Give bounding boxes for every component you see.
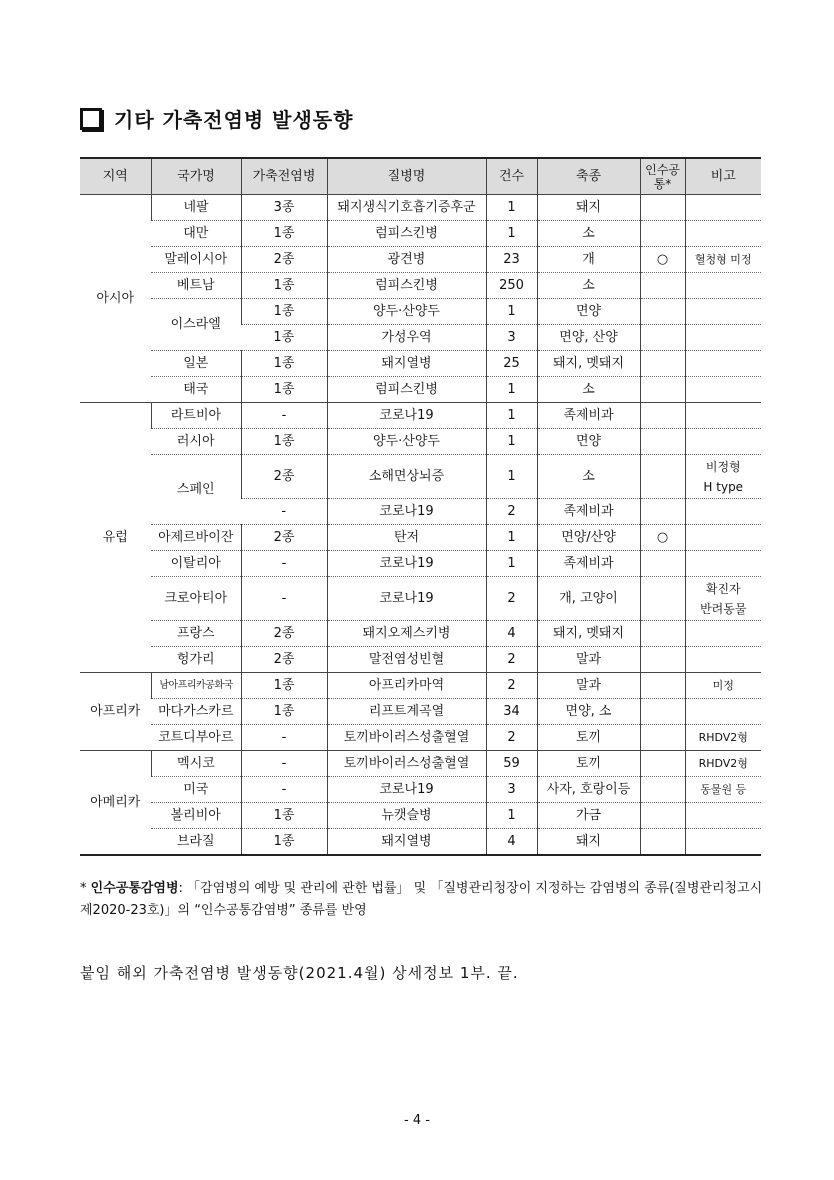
species-cell: 토끼 — [537, 725, 640, 751]
disease-cell: 럼피스킨병 — [327, 377, 486, 403]
zoonotic-cell — [640, 551, 685, 577]
note-cell: RHDV2형 — [685, 725, 761, 751]
disease-cell: 양두·산양두 — [327, 429, 486, 455]
note-cell — [685, 429, 761, 455]
footnote-marker: * — [80, 881, 87, 896]
species-cell: 면양/산양 — [537, 525, 640, 551]
footnote — [80, 878, 770, 922]
note-cell — [685, 699, 761, 725]
zoonotic-cell — [640, 195, 685, 221]
country-cell: 헝가리 — [151, 647, 241, 673]
count-cell: 1 — [486, 525, 537, 551]
species-cell: 개, 고양이 — [537, 577, 640, 621]
note-cell — [685, 551, 761, 577]
col-header-country: 국가명 — [151, 158, 241, 195]
count-cell: 2 — [486, 673, 537, 699]
zoonotic-cell — [640, 647, 685, 673]
class-cell: 1종 — [241, 829, 327, 856]
country-cell: 네팔 — [151, 195, 241, 221]
count-cell: 1 — [486, 429, 537, 455]
class-cell: 1종 — [241, 273, 327, 299]
class-cell: 1종 — [241, 803, 327, 829]
zoonotic-cell — [640, 499, 685, 525]
country-cell: 말레이시아 — [151, 247, 241, 273]
zoonotic-cell — [640, 699, 685, 725]
zoonotic-cell — [640, 777, 685, 803]
disease-cell: 양두·산양두 — [327, 299, 486, 325]
zoonotic-cell — [640, 829, 685, 856]
count-cell: 2 — [486, 577, 537, 621]
zoonotic-cell: ○ — [640, 247, 685, 273]
table-row — [80, 525, 761, 551]
note-cell — [685, 577, 761, 621]
col-header-zoonotic: 인수공통* — [640, 158, 685, 195]
species-cell: 개 — [537, 247, 640, 273]
country-cell: 라트비아 — [151, 403, 241, 429]
species-cell: 면양 — [537, 299, 640, 325]
note-cell — [685, 221, 761, 247]
species-cell: 돼지 — [537, 829, 640, 856]
count-cell: 3 — [486, 777, 537, 803]
table-row — [80, 351, 761, 377]
count-cell: 2 — [486, 499, 537, 525]
country-cell: 스페인 — [151, 455, 241, 525]
zoonotic-cell — [640, 377, 685, 403]
country-cell: 크로아티아 — [151, 577, 241, 621]
zoonotic-cell — [640, 273, 685, 299]
class-cell: - — [241, 403, 327, 429]
class-cell: - — [241, 499, 327, 525]
class-cell: 3종 — [241, 195, 327, 221]
note-cell: RHDV2형 — [685, 751, 761, 777]
zoonotic-cell — [640, 221, 685, 247]
class-cell: - — [241, 725, 327, 751]
country-cell: 이스라엘 — [151, 299, 241, 351]
footnote-term: 인수공통감염병 — [90, 881, 179, 896]
note-cell — [685, 273, 761, 299]
table-row — [80, 377, 761, 403]
disease-cell: 토끼바이러스성출혈열 — [327, 751, 486, 777]
count-cell: 3 — [486, 325, 537, 351]
country-cell: 볼리비아 — [151, 803, 241, 829]
table-row — [80, 247, 761, 273]
species-cell: 면양, 산양 — [537, 325, 640, 351]
class-cell: 1종 — [241, 377, 327, 403]
disease-cell: 코로나19 — [327, 551, 486, 577]
table-row — [80, 403, 761, 429]
disease-cell: 코로나19 — [327, 577, 486, 621]
region-asia: 아시아 — [80, 195, 151, 403]
disease-cell: 럼피스킨병 — [327, 273, 486, 299]
species-cell: 면양 — [537, 429, 640, 455]
note-cell — [685, 621, 761, 647]
country-cell: 마다가스카르 — [151, 699, 241, 725]
note-cell — [685, 403, 761, 429]
note-cell: 동물원 등 — [685, 777, 761, 803]
table-row — [80, 299, 761, 325]
disease-cell: 광견병 — [327, 247, 486, 273]
species-cell: 토끼 — [537, 751, 640, 777]
disease-cell: 가성우역 — [327, 325, 486, 351]
note-cell — [685, 499, 761, 525]
disease-cell: 코로나19 — [327, 499, 486, 525]
note-line: 비정형 — [705, 459, 741, 474]
species-cell: 면양, 소 — [537, 699, 640, 725]
species-cell: 말과 — [537, 673, 640, 699]
zoonotic-cell — [640, 803, 685, 829]
count-cell: 23 — [486, 247, 537, 273]
disease-cell: 돼지열병 — [327, 351, 486, 377]
species-cell: 족제비과 — [537, 499, 640, 525]
count-cell: 1 — [486, 455, 537, 499]
count-cell: 1 — [486, 403, 537, 429]
count-cell: 1 — [486, 221, 537, 247]
table-row — [80, 777, 761, 803]
species-cell: 가금 — [537, 803, 640, 829]
table-row — [80, 699, 761, 725]
section-heading — [80, 104, 353, 133]
class-cell: 2종 — [241, 455, 327, 499]
species-cell: 사자, 호랑이등 — [537, 777, 640, 803]
table-header — [80, 158, 761, 195]
class-cell: 1종 — [241, 699, 327, 725]
count-cell: 59 — [486, 751, 537, 777]
count-cell: 1 — [486, 551, 537, 577]
table-row — [80, 273, 761, 299]
species-cell: 소 — [537, 455, 640, 499]
country-cell: 코트디부아르 — [151, 725, 241, 751]
country-cell: 러시아 — [151, 429, 241, 455]
note-cell — [685, 325, 761, 351]
table-row — [80, 751, 761, 777]
table-row — [80, 647, 761, 673]
zoonotic-cell — [640, 577, 685, 621]
table-row — [80, 829, 761, 856]
class-cell: 1종 — [241, 429, 327, 455]
class-cell: 2종 — [241, 621, 327, 647]
class-cell: - — [241, 577, 327, 621]
note-line: H type — [703, 479, 744, 494]
table-row — [80, 195, 761, 221]
disease-cell: 돼지오제스키병 — [327, 621, 486, 647]
disease-cell: 탄저 — [327, 525, 486, 551]
table-row — [80, 803, 761, 829]
species-cell: 말과 — [537, 647, 640, 673]
species-cell: 돼지, 멧돼지 — [537, 351, 640, 377]
col-header-note: 비고 — [685, 158, 761, 195]
count-cell: 2 — [486, 647, 537, 673]
zoonotic-cell — [640, 751, 685, 777]
col-header-class: 가축전염병 — [241, 158, 327, 195]
table-row — [80, 725, 761, 751]
country-cell: 브라질 — [151, 829, 241, 856]
attachment-note: 붙임 해외 가축전염병 발생동향(2021.4월) 상세정보 1부. 끝. — [80, 964, 519, 982]
disease-cell: 럼피스킨병 — [327, 221, 486, 247]
zoonotic-cell — [640, 351, 685, 377]
note-cell: 혈청형 미정 — [685, 247, 761, 273]
col-header-disease: 질병명 — [327, 158, 486, 195]
zoonotic-cell — [640, 403, 685, 429]
count-cell: 1 — [486, 299, 537, 325]
table-row — [80, 673, 761, 699]
species-cell: 돼지, 멧돼지 — [537, 621, 640, 647]
class-cell: 2종 — [241, 525, 327, 551]
note-cell — [685, 377, 761, 403]
note-cell — [685, 803, 761, 829]
species-cell: 소 — [537, 221, 640, 247]
table-row — [80, 551, 761, 577]
disease-cell: 토끼바이러스성출혈열 — [327, 725, 486, 751]
disease-cell: 소해면상뇌증 — [327, 455, 486, 499]
species-cell: 족제비과 — [537, 403, 640, 429]
class-cell: 1종 — [241, 673, 327, 699]
col-header-count: 건수 — [486, 158, 537, 195]
note-cell — [685, 351, 761, 377]
count-cell: 1 — [486, 377, 537, 403]
count-cell: 4 — [486, 621, 537, 647]
disease-cell: 아프리카마역 — [327, 673, 486, 699]
region-africa: 아프리카 — [80, 673, 151, 751]
region-america: 아메리카 — [80, 751, 151, 856]
country-cell: 멕시코 — [151, 751, 241, 777]
class-cell: 1종 — [241, 325, 327, 351]
count-cell: 1 — [486, 803, 537, 829]
col-header-region: 지역 — [80, 158, 151, 195]
count-cell: 2 — [486, 725, 537, 751]
table-row — [80, 621, 761, 647]
class-cell: - — [241, 777, 327, 803]
zoonotic-cell — [640, 455, 685, 499]
disease-cell: 돼지생식기호흡기증후군 — [327, 195, 486, 221]
country-cell: 대만 — [151, 221, 241, 247]
note-cell — [685, 455, 761, 499]
note-line: 반려동물 — [700, 601, 747, 616]
class-cell: 2종 — [241, 247, 327, 273]
note-cell — [685, 829, 761, 856]
table-row — [80, 577, 761, 621]
count-cell: 250 — [486, 273, 537, 299]
disease-cell: 리프트계곡열 — [327, 699, 486, 725]
species-cell: 소 — [537, 273, 640, 299]
country-cell: 프랑스 — [151, 621, 241, 647]
class-cell: 1종 — [241, 351, 327, 377]
zoonotic-cell — [640, 429, 685, 455]
note-cell — [685, 525, 761, 551]
class-cell: 1종 — [241, 299, 327, 325]
zoonotic-cell — [640, 299, 685, 325]
disease-cell: 말전염성빈혈 — [327, 647, 486, 673]
zoonotic-cell — [640, 725, 685, 751]
class-cell: 1종 — [241, 221, 327, 247]
col-header-species: 축종 — [537, 158, 640, 195]
disease-cell: 코로나19 — [327, 777, 486, 803]
region-europe: 유럽 — [80, 403, 151, 673]
country-cell: 이탈리아 — [151, 551, 241, 577]
count-cell: 25 — [486, 351, 537, 377]
footnote-text: : 「감염병의 예방 및 관리에 관한 법률」 및 「질병관리청장이 지정하는 감염병의 종류(질병관리청고시 제2020-23호)」의 “인수공통감염병” 종류를 반영 — [80, 881, 763, 918]
country-cell: 태국 — [151, 377, 241, 403]
count-cell: 34 — [486, 699, 537, 725]
country-cell: 아제르바이잔 — [151, 525, 241, 551]
class-cell: - — [241, 751, 327, 777]
disease-cell: 코로나19 — [327, 403, 486, 429]
checkbox-bullet-icon — [80, 108, 102, 130]
table-row — [80, 221, 761, 247]
country-cell: 일본 — [151, 351, 241, 377]
zoonotic-cell — [640, 621, 685, 647]
count-cell: 4 — [486, 829, 537, 856]
note-cell — [685, 195, 761, 221]
note-cell: 미정 — [685, 673, 761, 699]
note-cell — [685, 299, 761, 325]
table-row — [80, 455, 761, 499]
disease-cell: 뉴캣슬병 — [327, 803, 486, 829]
disease-cell: 돼지열병 — [327, 829, 486, 856]
zoonotic-cell — [640, 325, 685, 351]
class-cell: - — [241, 551, 327, 577]
zoonotic-cell — [640, 673, 685, 699]
species-cell: 소 — [537, 377, 640, 403]
table-row — [80, 429, 761, 455]
country-cell: 미국 — [151, 777, 241, 803]
class-cell: 2종 — [241, 647, 327, 673]
section-title: 기타 가축전염병 발생동향 — [114, 108, 354, 132]
page-number: - 4 - — [404, 1113, 430, 1128]
note-line: 확진자 — [705, 581, 741, 596]
count-cell: 1 — [486, 195, 537, 221]
zoonotic-cell: ○ — [640, 525, 685, 551]
disease-table — [80, 157, 761, 856]
note-cell — [685, 647, 761, 673]
species-cell: 돼지 — [537, 195, 640, 221]
country-cell: 남아프리카공화국 — [151, 673, 241, 699]
species-cell: 족제비과 — [537, 551, 640, 577]
country-cell: 베트남 — [151, 273, 241, 299]
